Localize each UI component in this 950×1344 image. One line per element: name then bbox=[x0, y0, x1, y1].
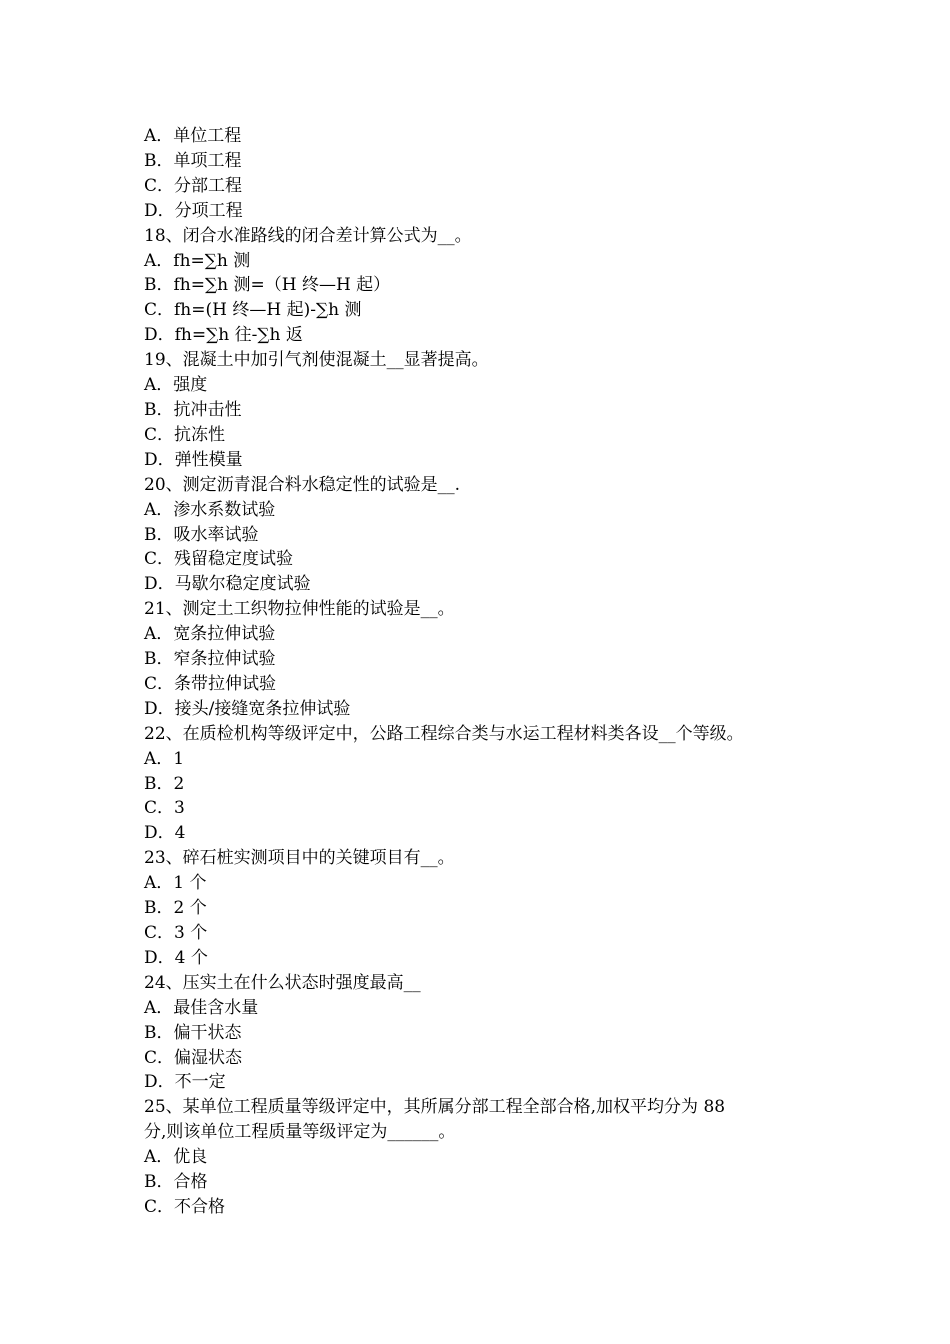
option-d: D．接头/接缝宽条拉伸试验 bbox=[144, 698, 351, 719]
option-c: C．分部工程 bbox=[144, 175, 243, 196]
option-a: A．单位工程 bbox=[144, 126, 242, 146]
question-24: 24、压实土在什么状态时强度最高__ bbox=[144, 972, 421, 993]
option-a: A．渗水系数试验 bbox=[144, 499, 276, 520]
option-c: C．偏湿状态 bbox=[144, 1047, 243, 1068]
option-c: C．3 bbox=[144, 798, 185, 819]
option-b: B．单项工程 bbox=[144, 150, 242, 171]
option-b: B．合格 bbox=[144, 1172, 208, 1193]
option-c: C．3 个 bbox=[144, 923, 208, 943]
option-a: A．宽条拉伸试验 bbox=[144, 624, 276, 645]
option-d: D．分项工程 bbox=[144, 200, 243, 221]
question-18: 18、闭合水准路线的闭合差计算公式为__。 bbox=[144, 225, 472, 246]
option-b: B．吸水率试验 bbox=[144, 524, 259, 545]
option-b: B．偏干状态 bbox=[144, 1022, 242, 1043]
option-d: D．4 个 bbox=[144, 947, 208, 968]
option-a: A．1 bbox=[144, 748, 185, 769]
option-b: B．2 bbox=[144, 773, 185, 794]
question-22: 22、在质检机构等级评定中，公路工程综合类与水运工程材料类各设__个等级。 bbox=[144, 723, 744, 744]
question-20: 20、测定沥青混合料水稳定性的试验是__. bbox=[144, 474, 461, 495]
option-b: B．2 个 bbox=[144, 898, 207, 919]
option-a: A．强度 bbox=[144, 375, 208, 396]
option-a: A．1 个 bbox=[144, 873, 207, 894]
option-c: C．残留稳定度试验 bbox=[144, 549, 294, 570]
option-d: D．4 bbox=[144, 823, 186, 844]
option-a: A．fh=∑h 测 bbox=[144, 250, 251, 271]
question-25-line-2: 分,则该单位工程质量等级评定为______。 bbox=[144, 1122, 456, 1143]
question-21: 21、测定土工织物拉伸性能的试验是__。 bbox=[144, 599, 455, 620]
option-a: A．优良 bbox=[144, 1147, 208, 1168]
question-19: 19、混凝土中加引气剂使混凝土__显著提高。 bbox=[144, 350, 489, 371]
option-d: D．马歇尔稳定度试验 bbox=[144, 574, 311, 595]
option-d: D．fh=∑h 往-∑h 返 bbox=[144, 325, 303, 346]
option-d: D．弹性模量 bbox=[144, 449, 243, 470]
question-25-line-1: 25、某单位工程质量等级评定中，其所属分部工程全部合格,加权平均分为 88 bbox=[144, 1097, 726, 1118]
option-d: D．不一定 bbox=[144, 1072, 226, 1093]
option-c: C．fh=(H 终—H 起)-∑h 测 bbox=[144, 300, 362, 321]
option-c: C．不合格 bbox=[144, 1196, 226, 1217]
option-c: C．条带拉伸试验 bbox=[144, 673, 277, 694]
question-23: 23、碎石桩实测项目中的关键项目有__。 bbox=[144, 848, 455, 869]
option-b: B．fh=∑h 测=（H 终—H 起） bbox=[144, 275, 391, 296]
option-c: C．抗冻性 bbox=[144, 424, 226, 445]
option-a: A．最佳含水量 bbox=[144, 997, 259, 1018]
option-b: B．抗冲击性 bbox=[144, 399, 242, 420]
option-b: B．窄条拉伸试验 bbox=[144, 649, 276, 670]
question-list bbox=[144, 124, 824, 1220]
